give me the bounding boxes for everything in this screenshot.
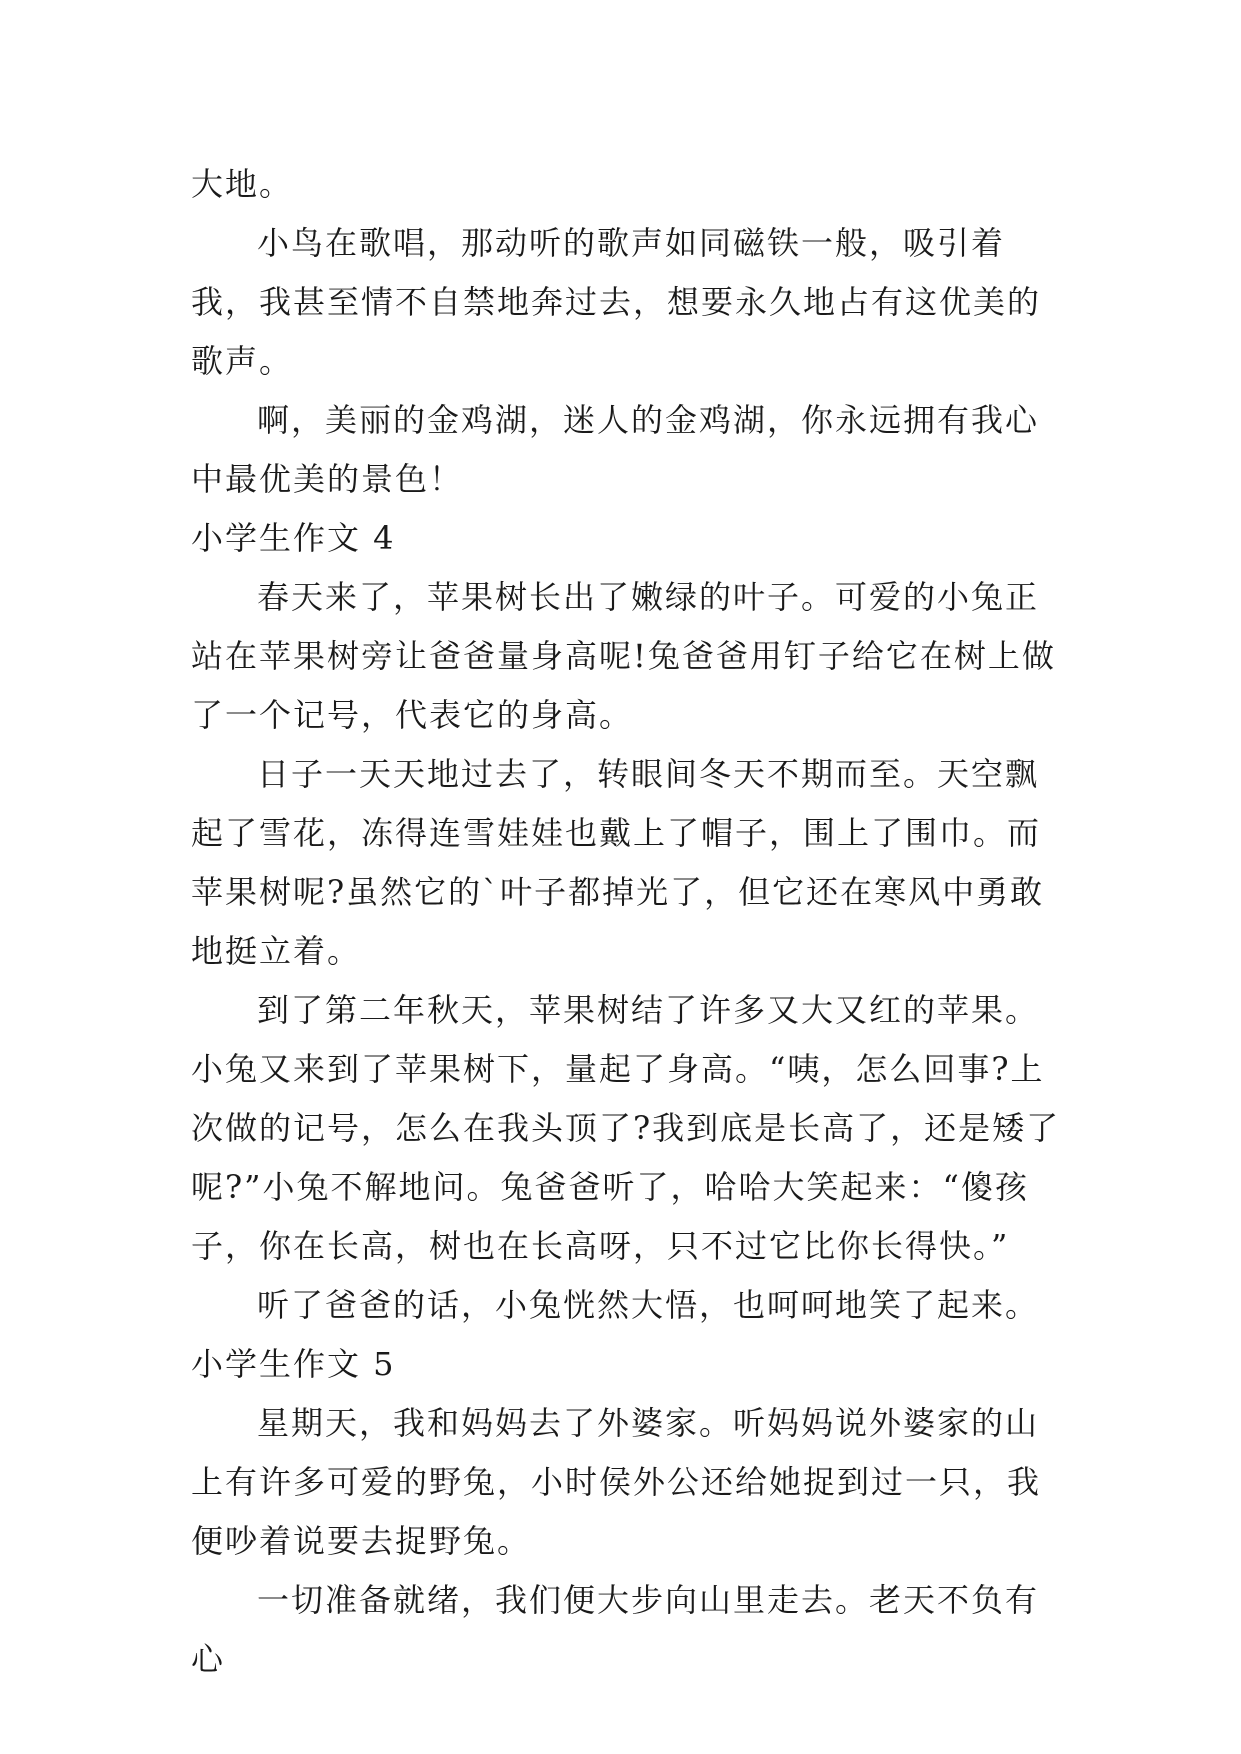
paragraph: 啊，美丽的金鸡湖，迷人的金鸡湖，你永远拥有我心中最优美的景色！ (191, 401, 1040, 498)
section-heading: 小学生作文 4 (191, 519, 396, 557)
paragraph: 日子一天天地过去了，转眼间冬天不期而至。天空飘起了雪花，冻得连雪娃娃也戴上了帽子，围上了围巾。而苹果树呢?虽然它的`叶子都掉光了，但它还在寒风中勇敢地挺立着。 (191, 755, 1045, 970)
document-body (191, 155, 1071, 1689)
section-heading: 小学生作文 5 (191, 1345, 396, 1383)
paragraph: 大地。 (191, 165, 294, 203)
paragraph: 小鸟在歌唱，那动听的歌声如同磁铁一般，吸引着我，我甚至情不自禁地奔过去，想要永久地占有这优美的歌声。 (191, 224, 1042, 380)
paragraph: 春天来了，苹果树长出了嫩绿的叶子。可爱的小兔正站在苹果树旁让爸爸量身高呢!兔爸爸用钉子给它在树上做了一个记号，代表它的身高。 (191, 578, 1056, 734)
paragraph: 星期天，我和妈妈去了外婆家。听妈妈说外婆家的山上有许多可爱的野兔，小时侯外公还给她捉到过一只，我便吵着说要去捉野兔。 (191, 1404, 1042, 1560)
paragraph: 到了第二年秋天，苹果树结了许多又大又红的苹果。小兔又来到了苹果树下，量起了身高。“咦，怎么回事?上次做的记号，怎么在我头顶了?我到底是长高了，还是矮了呢?”小兔不解地问。兔爸爸听了，哈哈大笑起来：“傻孩子，你在长高，树也在长高呀，只不过它比你长得快。” (191, 991, 1061, 1265)
paragraph: 听了爸爸的话，小兔恍然大悟，也呵呵地笑了起来。 (257, 1286, 1040, 1324)
paragraph: 一切准备就绪，我们便大步向山里走去。老天不负有心 (191, 1581, 1040, 1678)
